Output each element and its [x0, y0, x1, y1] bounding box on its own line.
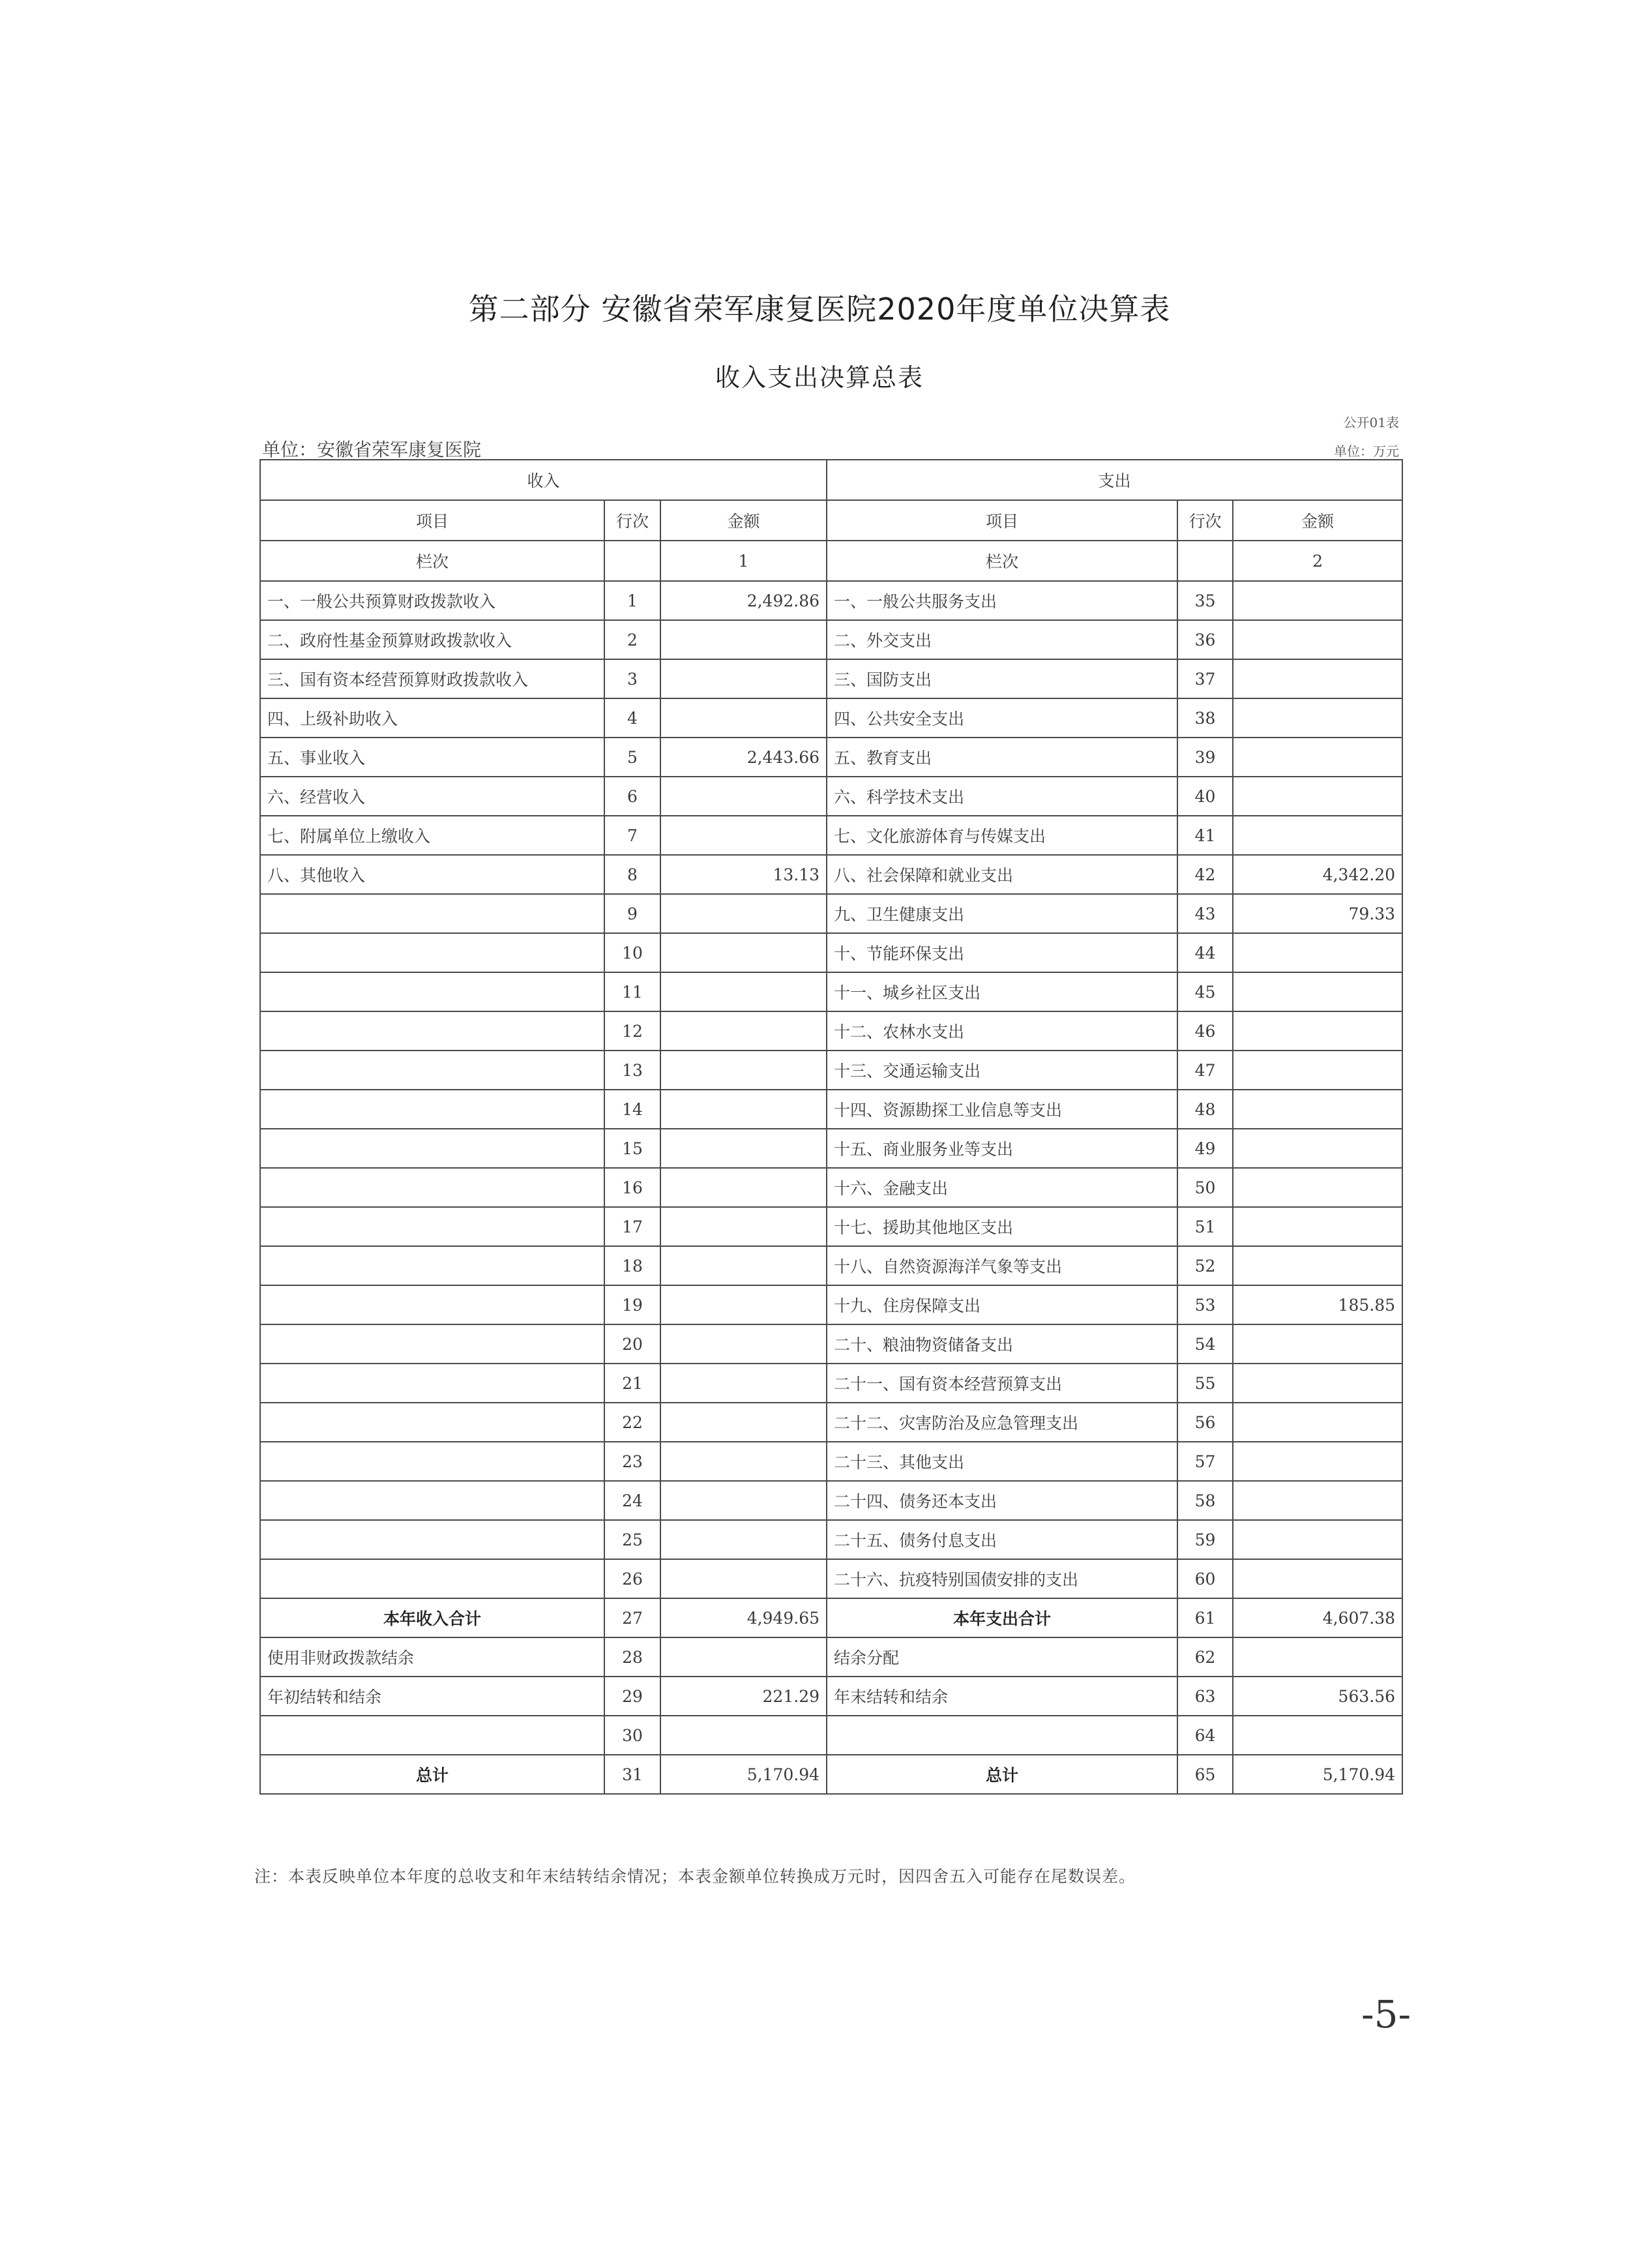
income-item-name: 年初结转和结余	[260, 1677, 604, 1716]
income-amount	[660, 972, 827, 1011]
expense-row-number: 55	[1177, 1364, 1233, 1403]
form-id: 公开01表	[1343, 415, 1399, 430]
income-amount	[660, 1520, 827, 1559]
expense-column-label: 栏次	[827, 541, 1177, 581]
income-item-name	[260, 1011, 604, 1051]
income-amount	[660, 1637, 827, 1677]
expense-row-number: 35	[1177, 581, 1233, 620]
income-item-name	[260, 1716, 604, 1755]
expense-item-name: 二十一、国有资本经营预算支出	[827, 1364, 1177, 1403]
income-row-number: 3	[604, 659, 660, 698]
income-amount	[660, 1090, 827, 1129]
table-row	[260, 933, 1402, 972]
expense-row-number: 58	[1177, 1481, 1233, 1520]
income-item-name: 四、上级补助收入	[260, 698, 604, 738]
income-item-header: 项目	[260, 500, 604, 541]
income-amount	[660, 659, 827, 698]
empty-cell	[1177, 541, 1233, 581]
income-amount	[660, 620, 827, 659]
income-amount	[660, 1324, 827, 1364]
table-row	[260, 1246, 1402, 1285]
income-item-name	[260, 933, 604, 972]
income-column-number: 1	[660, 541, 827, 581]
income-row-number: 27	[604, 1598, 660, 1637]
income-row-number: 12	[604, 1011, 660, 1051]
income-item-name	[260, 1207, 604, 1246]
currency-unit: 单位：万元	[1334, 443, 1399, 459]
income-row-number: 6	[604, 777, 660, 816]
expense-row-number: 59	[1177, 1520, 1233, 1559]
expense-row-number: 65	[1177, 1755, 1233, 1794]
expense-item-name: 十九、住房保障支出	[827, 1285, 1177, 1324]
expense-amount	[1233, 620, 1402, 659]
expense-amount	[1233, 933, 1402, 972]
income-item-name	[260, 1364, 604, 1403]
income-item-name	[260, 894, 604, 933]
expense-amount	[1233, 1051, 1402, 1090]
expense-item-name: 二十二、灾害防治及应急管理支出	[827, 1403, 1177, 1442]
expense-item-name: 十六、金融支出	[827, 1168, 1177, 1207]
expense-amount	[1233, 1442, 1402, 1481]
page-number: -5-	[1361, 1992, 1411, 2037]
expense-amount	[1233, 1168, 1402, 1207]
income-amount	[660, 1716, 827, 1755]
expense-item-header: 项目	[827, 500, 1177, 541]
table-row	[260, 855, 1402, 894]
expense-row-number: 46	[1177, 1011, 1233, 1051]
income-item-name: 五、事业收入	[260, 738, 604, 777]
table-row	[260, 1677, 1402, 1716]
table-row	[260, 1520, 1402, 1559]
income-row-number: 15	[604, 1129, 660, 1168]
income-row-number: 30	[604, 1716, 660, 1755]
expense-amount	[1233, 738, 1402, 777]
table-row	[260, 1637, 1402, 1677]
income-amount	[660, 894, 827, 933]
expense-section-header: 支出	[827, 460, 1402, 500]
expense-amount	[1233, 972, 1402, 1011]
expense-item-name: 年末结转和结余	[827, 1677, 1177, 1716]
table-row	[260, 1011, 1402, 1051]
table-row	[260, 1364, 1402, 1403]
expense-item-name: 二十三、其他支出	[827, 1442, 1177, 1481]
income-item-name	[260, 1324, 604, 1364]
expense-amount	[1233, 698, 1402, 738]
income-section-header: 收入	[260, 460, 827, 500]
income-item-name	[260, 1442, 604, 1481]
expense-amount	[1233, 1324, 1402, 1364]
table-row	[260, 1129, 1402, 1168]
income-item-name: 八、其他收入	[260, 855, 604, 894]
table-row	[260, 659, 1402, 698]
income-item-name	[260, 972, 604, 1011]
income-amount	[660, 1559, 827, 1598]
table-row	[260, 738, 1402, 777]
income-amount	[660, 1403, 827, 1442]
income-row-number: 31	[604, 1755, 660, 1794]
expense-amount-header: 金额	[1233, 500, 1402, 541]
income-row-number: 5	[604, 738, 660, 777]
table-row	[260, 1168, 1402, 1207]
income-row-number: 2	[604, 620, 660, 659]
income-amount: 5,170.94	[660, 1755, 827, 1794]
income-amount	[660, 1442, 827, 1481]
income-row-number: 21	[604, 1364, 660, 1403]
expense-item-name: 二十六、抗疫特别国债安排的支出	[827, 1559, 1177, 1598]
footnote: 注：本表反映单位本年度的总收支和年末结转结余情况；本表金额单位转换成万元时，因四舍五入可能存在尾数误差。	[254, 1867, 1136, 1886]
table-row	[260, 816, 1402, 855]
income-amount	[660, 1246, 827, 1285]
expense-row-number: 56	[1177, 1403, 1233, 1442]
expense-item-name: 总计	[827, 1755, 1177, 1794]
expense-row-number: 57	[1177, 1442, 1233, 1481]
income-amount	[660, 1364, 827, 1403]
expense-item-name: 二十五、债务付息支出	[827, 1520, 1177, 1559]
table-row	[260, 581, 1402, 620]
expense-row-number: 40	[1177, 777, 1233, 816]
income-amount	[660, 933, 827, 972]
income-row-number: 25	[604, 1520, 660, 1559]
income-item-name	[260, 1051, 604, 1090]
income-row-number: 29	[604, 1677, 660, 1716]
expense-row-number: 44	[1177, 933, 1233, 972]
table-row	[260, 698, 1402, 738]
income-item-name	[260, 1481, 604, 1520]
income-amount: 2,492.86	[660, 581, 827, 620]
page-title: 第二部分 安徽省荣军康复医院2020年度单位决算表	[468, 291, 1171, 327]
expense-row-number: 54	[1177, 1324, 1233, 1364]
expense-row-header: 行次	[1177, 500, 1233, 541]
income-row-number: 23	[604, 1442, 660, 1481]
expense-row-number: 62	[1177, 1637, 1233, 1677]
expense-item-name: 六、科学技术支出	[827, 777, 1177, 816]
expense-item-name: 二、外交支出	[827, 620, 1177, 659]
expense-item-name: 四、公共安全支出	[827, 698, 1177, 738]
expense-amount	[1233, 1559, 1402, 1598]
income-amount	[660, 1168, 827, 1207]
income-row-number: 10	[604, 933, 660, 972]
expense-row-number: 63	[1177, 1677, 1233, 1716]
expense-item-name: 十三、交通运输支出	[827, 1051, 1177, 1090]
table-row	[260, 1324, 1402, 1364]
expense-row-number: 49	[1177, 1129, 1233, 1168]
expense-row-number: 39	[1177, 738, 1233, 777]
table-row	[260, 1598, 1402, 1637]
expense-amount: 4,342.20	[1233, 855, 1402, 894]
income-amount	[660, 1129, 827, 1168]
expense-row-number: 50	[1177, 1168, 1233, 1207]
expense-amount	[1233, 1246, 1402, 1285]
table-row	[260, 777, 1402, 816]
income-row-number: 1	[604, 581, 660, 620]
expense-row-number: 43	[1177, 894, 1233, 933]
income-row-number: 14	[604, 1090, 660, 1129]
expense-item-name: 十四、资源勘探工业信息等支出	[827, 1090, 1177, 1129]
expense-amount	[1233, 1403, 1402, 1442]
table-row	[260, 1716, 1402, 1755]
table-row	[260, 894, 1402, 933]
expense-row-number: 42	[1177, 855, 1233, 894]
column-index-row	[260, 541, 1402, 581]
income-item-name	[260, 1403, 604, 1442]
income-amount-header: 金额	[660, 500, 827, 541]
expense-row-number: 36	[1177, 620, 1233, 659]
income-row-number: 4	[604, 698, 660, 738]
table-row	[260, 1285, 1402, 1324]
table-row	[260, 972, 1402, 1011]
expense-item-name: 十二、农林水支出	[827, 1011, 1177, 1051]
income-row-number: 18	[604, 1246, 660, 1285]
income-item-name	[260, 1168, 604, 1207]
expense-row-number: 61	[1177, 1598, 1233, 1637]
income-row-number: 26	[604, 1559, 660, 1598]
expense-row-number: 41	[1177, 816, 1233, 855]
expense-item-name: 十五、商业服务业等支出	[827, 1129, 1177, 1168]
expense-amount	[1233, 1716, 1402, 1755]
income-item-name: 二、政府性基金预算财政拨款收入	[260, 620, 604, 659]
expense-item-name: 八、社会保障和就业支出	[827, 855, 1177, 894]
expense-item-name	[827, 1716, 1177, 1755]
income-expense-table	[259, 459, 1403, 1795]
income-amount	[660, 777, 827, 816]
income-row-number: 20	[604, 1324, 660, 1364]
expense-amount	[1233, 1090, 1402, 1129]
income-row-number: 9	[604, 894, 660, 933]
income-column-label: 栏次	[260, 541, 604, 581]
table-title: 收入支出决算总表	[715, 363, 924, 392]
expense-item-name: 一、一般公共服务支出	[827, 581, 1177, 620]
income-amount	[660, 1285, 827, 1324]
expense-amount	[1233, 659, 1402, 698]
expense-item-name: 二十四、债务还本支出	[827, 1481, 1177, 1520]
expense-column-number: 2	[1233, 541, 1402, 581]
income-amount	[660, 1011, 827, 1051]
expense-row-number: 52	[1177, 1246, 1233, 1285]
expense-amount: 5,170.94	[1233, 1755, 1402, 1794]
income-row-number: 8	[604, 855, 660, 894]
table-row	[260, 1207, 1402, 1246]
income-amount	[660, 1207, 827, 1246]
income-amount: 4,949.65	[660, 1598, 827, 1637]
income-row-number: 17	[604, 1207, 660, 1246]
income-item-name	[260, 1520, 604, 1559]
table-row	[260, 1559, 1402, 1598]
expense-amount	[1233, 777, 1402, 816]
expense-item-name: 九、卫生健康支出	[827, 894, 1177, 933]
income-amount	[660, 698, 827, 738]
income-item-name: 使用非财政拨款结余	[260, 1637, 604, 1677]
expense-row-number: 38	[1177, 698, 1233, 738]
income-amount: 13.13	[660, 855, 827, 894]
table-row	[260, 1755, 1402, 1794]
income-item-name: 本年收入合计	[260, 1598, 604, 1637]
reporting-unit: 单位：安徽省荣军康复医院	[262, 439, 482, 460]
income-item-name: 三、国有资本经营预算财政拨款收入	[260, 659, 604, 698]
income-amount	[660, 816, 827, 855]
expense-item-name: 十、节能环保支出	[827, 933, 1177, 972]
income-row-number: 11	[604, 972, 660, 1011]
expense-row-number: 53	[1177, 1285, 1233, 1324]
expense-item-name: 结余分配	[827, 1637, 1177, 1677]
income-item-name	[260, 1090, 604, 1129]
income-item-name	[260, 1285, 604, 1324]
income-row-number: 22	[604, 1403, 660, 1442]
income-item-name	[260, 1246, 604, 1285]
income-item-name	[260, 1559, 604, 1598]
expense-item-name: 三、国防支出	[827, 659, 1177, 698]
expense-amount	[1233, 1481, 1402, 1520]
table-row	[260, 1481, 1402, 1520]
table-row	[260, 1090, 1402, 1129]
income-row-number: 19	[604, 1285, 660, 1324]
income-row-number: 7	[604, 816, 660, 855]
income-amount: 2,443.66	[660, 738, 827, 777]
expense-item-name: 本年支出合计	[827, 1598, 1177, 1637]
expense-item-name: 五、教育支出	[827, 738, 1177, 777]
expense-row-number: 47	[1177, 1051, 1233, 1090]
income-item-name: 总计	[260, 1755, 604, 1794]
expense-row-number: 60	[1177, 1559, 1233, 1598]
income-row-number: 28	[604, 1637, 660, 1677]
expense-amount: 185.85	[1233, 1285, 1402, 1324]
table-row	[260, 620, 1402, 659]
income-item-name: 六、经营收入	[260, 777, 604, 816]
income-amount: 221.29	[660, 1677, 827, 1716]
expense-row-number: 48	[1177, 1090, 1233, 1129]
income-row-number: 24	[604, 1481, 660, 1520]
income-row-number: 13	[604, 1051, 660, 1090]
expense-amount	[1233, 1637, 1402, 1677]
expense-item-name: 十七、援助其他地区支出	[827, 1207, 1177, 1246]
table-row	[260, 1442, 1402, 1481]
expense-item-name: 十一、城乡社区支出	[827, 972, 1177, 1011]
expense-item-name: 二十、粮油物资储备支出	[827, 1324, 1177, 1364]
section-header-row	[260, 460, 1402, 500]
expense-amount	[1233, 1129, 1402, 1168]
income-item-name	[260, 1129, 604, 1168]
expense-item-name: 七、文化旅游体育与传媒支出	[827, 816, 1177, 855]
income-item-name: 七、附属单位上缴收入	[260, 816, 604, 855]
column-header-row	[260, 500, 1402, 541]
expense-amount	[1233, 1364, 1402, 1403]
expense-amount	[1233, 816, 1402, 855]
income-amount	[660, 1051, 827, 1090]
expense-amount	[1233, 1011, 1402, 1051]
expense-row-number: 45	[1177, 972, 1233, 1011]
expense-row-number: 37	[1177, 659, 1233, 698]
expense-row-number: 51	[1177, 1207, 1233, 1246]
income-amount	[660, 1481, 827, 1520]
income-item-name: 一、一般公共预算财政拨款收入	[260, 581, 604, 620]
expense-amount: 79.33	[1233, 894, 1402, 933]
expense-row-number: 64	[1177, 1716, 1233, 1755]
expense-item-name: 十八、自然资源海洋气象等支出	[827, 1246, 1177, 1285]
empty-cell	[604, 541, 660, 581]
expense-amount	[1233, 1207, 1402, 1246]
income-row-header: 行次	[604, 500, 660, 541]
expense-amount	[1233, 581, 1402, 620]
income-row-number: 16	[604, 1168, 660, 1207]
expense-amount	[1233, 1520, 1402, 1559]
table-row	[260, 1051, 1402, 1090]
table-row	[260, 1403, 1402, 1442]
expense-amount: 563.56	[1233, 1677, 1402, 1716]
expense-amount: 4,607.38	[1233, 1598, 1402, 1637]
